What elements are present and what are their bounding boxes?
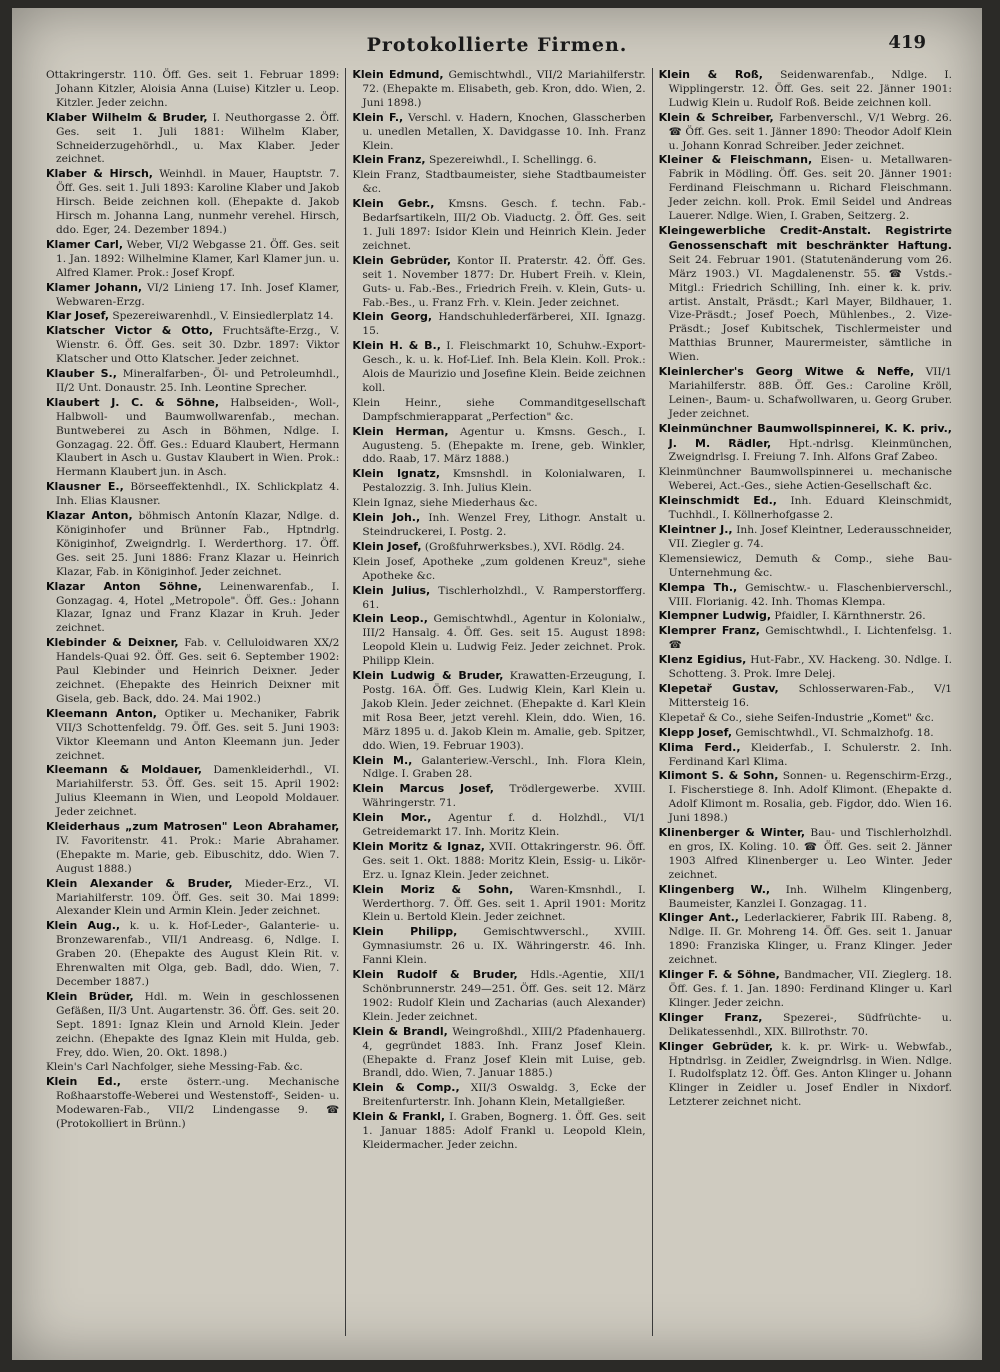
firm-details: Galanteriew.-Verschl., Inh. Flora Klein, Ndlge. I. Graben 28. xyxy=(362,754,646,781)
firm-details: Mineralfarben-, Öl- und Petroleumhdl., II/2 Unt. Donaustr. 25. Inh. Leontine Sprecher. xyxy=(56,368,340,394)
firm-name: Klar Josef, xyxy=(46,309,109,323)
firm-details: I. Neuthorgasse 2. Öff. Ges. seit 1. Juli 1881: Wilhelm Klaber, Schneiderzugehörhdl., u. Max Klaber. Jeder zeichnet. xyxy=(56,111,340,166)
firm-entry xyxy=(352,396,645,425)
firm-name: Klepetař Gustav, xyxy=(658,681,779,695)
firm-entry xyxy=(46,707,339,764)
firm-name: Klein M., xyxy=(352,753,413,767)
firm-entry xyxy=(659,1011,952,1040)
firm-name: Klein Julius, xyxy=(352,583,431,597)
firm-entry xyxy=(46,68,339,111)
firm-name: Klein Leop., xyxy=(352,612,428,626)
firm-details: Spezerei-, Südfrüchte- u. Delikatessenhdl., XIX. Billrothstr. 70. xyxy=(668,1011,952,1038)
column-3 xyxy=(652,68,958,1336)
firm-details: Gemischtw.- u. Flaschenbierverschl., VIII. Florianig. 42. Inh. Thomas Klempa. xyxy=(668,581,952,608)
firm-details: Kmsns. Gesch. f. techn. Fab.-Bedarfsartikeln, III/2 Ob. Viaductg. 2. Öff. Ges. seit 1. Juli 1897: Isidor Klein und Heinrich Klein. Jeder zeichnet. xyxy=(362,198,646,252)
firm-name: Kleiner & Fleischmann, xyxy=(658,153,813,167)
firm-details: Klein Josef, Apotheke „zum goldenen Kreuz", siehe Apotheke &c. xyxy=(352,555,646,582)
firm-name: Klein Marcus Josef, xyxy=(352,782,494,796)
firm-entry xyxy=(659,624,952,653)
firm-entry xyxy=(659,224,952,365)
firm-entry xyxy=(352,496,645,511)
firm-entry xyxy=(352,197,645,254)
firm-entry xyxy=(352,168,645,197)
firm-name: Kleingewerbliche Credit-Anstalt. Registrirte Genossenschaft mit beschränkter Haftung. xyxy=(658,223,952,252)
firm-details: XVII. Ottakringerstr. 96. Öff. Ges. seit 1. Okt. 1888: Moritz Klein, Essig- u. Likör-Erz. u. Ignaz Klein. Jeder zeichnet. xyxy=(362,840,646,881)
firm-details: Gemischtwhdl., Agentur in Kolonialw., III/2 Hansalg. 4. Öff. Ges. seit 15. August 1898: Leopold Klein u. Ludwig Feiz. Jeder zeichnet. Prok. Philipp Klein. xyxy=(362,613,646,668)
firm-name: Klein Ed., xyxy=(46,1075,121,1089)
firm-details: Hut-Fabr., XV. Hackeng. 30. Ndlge. I. Schotteng. 3. Prok. Imre Delej. xyxy=(668,654,952,681)
firm-entry xyxy=(659,422,952,466)
firm-entry xyxy=(659,826,952,883)
firm-name: Klaber & Hirsch, xyxy=(46,167,153,181)
firm-name: Klein Brüder, xyxy=(46,989,134,1003)
firm-entry xyxy=(659,153,952,224)
firm-entry xyxy=(352,339,645,396)
firm-details: Inh. Josef Kleintner, Lederausschneider, VII. Ziegler g. 74. xyxy=(668,524,952,550)
firm-details: XII/3 Oswaldg. 3, Ecke der Breitenfurterstr. Inh. Johann Klein, Metallgießer. xyxy=(362,1082,646,1109)
firm-name: Klaubert J. C. & Söhne, xyxy=(46,395,220,409)
firm-entry xyxy=(352,669,645,753)
firm-entry xyxy=(659,769,952,826)
firm-entry xyxy=(352,511,645,540)
firm-details: Klemensiewicz, Demuth & Comp., siehe Bau-Unternehmung &c. xyxy=(658,552,952,579)
directory-page xyxy=(12,8,982,1360)
firm-details: Halbseiden-, Woll-, Halbwoll- und Baumwollwarenfab., mechan. Buntweberei zu Asch in Böhmen, Ndlge. I. Gonzagag. 22. Öff. Ges.: Eduard Klaubert, Hermann Klaubert in Asch u. Gustav Klaubert in Wien. Prok.: Hermann Klaubert jun. in Asch. xyxy=(56,396,340,479)
firm-entry xyxy=(659,1040,952,1111)
firm-name: Klein F., xyxy=(352,110,404,124)
firm-name: Klein & Comp., xyxy=(352,1081,460,1095)
columns xyxy=(40,68,958,1336)
firm-details: Kleinmünchner Baumwollspinnerei u. mechanische Weberei, Act.-Ges., siehe Actien-Gesellschaft &c. xyxy=(658,466,952,493)
firm-entry xyxy=(659,911,952,968)
firm-details: IV. Favoritenstr. 41. Prok.: Marie Abrahamer. (Ehepakte m. Marie, geb. Eibuschitz, ddo. Wien 7. August 1888.) xyxy=(56,834,340,875)
firm-name: Klebinder & Deixner, xyxy=(46,636,179,650)
firm-name: Kleemann & Moldauer, xyxy=(46,763,202,777)
firm-entry xyxy=(352,968,645,1025)
firm-details: Gemischtwverschl., XVIII. Gymnasiumstr. 26 u. IX. Währingerstr. 46. Inh. Fanni Klein. xyxy=(362,926,646,967)
firm-entry xyxy=(352,1110,645,1153)
firm-entry xyxy=(352,425,645,468)
firm-details: Spezereiwhdl., I. Schellingg. 6. xyxy=(425,154,597,167)
firm-name: Klazar Anton, xyxy=(46,509,133,523)
firm-details: Kmsnshdl. in Kolonialwaren, I. Pestalozzig. 3. Inh. Julius Klein. xyxy=(362,468,646,495)
firm-entry xyxy=(352,1025,645,1082)
firm-details: Gemischtwhdl., VI. Schmalzhofg. 18. xyxy=(732,726,934,739)
firm-name: Klein Ludwig & Bruder, xyxy=(352,669,504,683)
firm-entry xyxy=(659,111,952,154)
firm-name: Klein Joh., xyxy=(352,511,421,525)
firm-details: Gemischtwhdl., VII/2 Mariahilferstr. 72. (Ehepakte m. Elisabeth, geb. Kron, ddo. Wien, 2. Juni 1898.) xyxy=(362,69,646,109)
firm-name: Klinenberger & Winter, xyxy=(658,826,806,840)
firm-details: Farbenverschl., V/1 Webrg. 26. ☎ Öff. Ges. seit 1. Jänner 1890: Theodor Adolf Klein u. Johann Konrad Schreiber. Jeder zeichnet. xyxy=(668,111,952,152)
firm-details: Fruchtsäfte-Erzg., V. Wienstr. 6. Öff. Ges. seit 30. Dzbr. 1897: Viktor Klatscher und Otto Klatscher. Jeder zeichnet. xyxy=(56,325,340,366)
firm-name: Klima Ferd., xyxy=(658,740,741,754)
firm-name: Klingenberg W., xyxy=(658,882,771,896)
firm-details: Waren-Kmsnhdl., I. Werderthorg. 7. Öff. Ges. seit 1. April 1901: Moritz Klein u. Bertold Klein. Jeder zeichnet. xyxy=(362,883,646,924)
firm-entry xyxy=(46,324,339,367)
firm-entry xyxy=(46,509,339,580)
firm-name: Klein Edmund, xyxy=(352,68,444,81)
firm-name: Klinger Franz, xyxy=(658,1010,763,1024)
firm-entry xyxy=(46,1060,339,1075)
firm-entry xyxy=(352,153,645,168)
firm-details: Klein's Carl Nachfolger, siehe Messing-Fab. &c. xyxy=(46,1061,303,1074)
firm-details: Börseeffektenhdl., IX. Schlickplatz 4. Inh. Elias Klausner. xyxy=(56,481,340,508)
firm-name: Klein & Frankl, xyxy=(352,1110,446,1124)
firm-name: Kleiderhaus „zum Matrosen" Leon Abrahamer, xyxy=(46,820,340,834)
firm-details: Handschuhlederfärberei, XII. Ignazg. 15. xyxy=(362,311,646,338)
column-2 xyxy=(345,68,651,1336)
firm-details: Spezereiwarenhdl., V. Einsiedlerplatz 14. xyxy=(109,310,334,323)
firm-name: Klein & Schreiber, xyxy=(658,110,774,124)
firm-entry xyxy=(46,367,339,396)
firm-entry xyxy=(659,523,952,552)
firm-entry xyxy=(352,310,645,339)
firm-details: Eisen- u. Metallwaren-Fabrik in Mödling. Öff. Ges. seit 20. Jänner 1901: Ferdinand Fleischmann u. Richard Fleischmann. Jeder zeichn. koll. Prok. Emil Seidel und Andreas Lauerer. Ndlge. Wien, I. Graben, Seitzerg. 2. xyxy=(668,154,952,223)
firm-entry xyxy=(352,467,645,496)
firm-details: Ottakringerstr. 110. Öff. Ges. seit 1. Februar 1899: Johann Kitzler, Aloisia Anna (Luise) Kitzler u. Leop. Kitzler. Jeder zeichn. xyxy=(46,69,340,109)
firm-entry xyxy=(659,711,952,726)
firm-entry xyxy=(352,1081,645,1110)
firm-details: Weingroßhdl., XIII/2 Pfadenhauerg. 4, gegründet 1883. Inh. Franz Josef Klein. (Ehepakte d. Franz Josef Klein mit Luise, geb. Brandl, ddo. Wien, 7. Januar 1885.) xyxy=(362,1025,646,1080)
firm-details: Krawatten-Erzeugung, I. Postg. 16A. Öff. Ges. Ludwig Klein, Karl Klein u. Jakob Klein. Jeder zeichnet. (Ehepakte d. Karl Klein mit Rosa Beer, jetzt verehl. Klein, ddo. Wien, 16. März 1895 u. d. Jakob Klein m. Amalie, geb. Spitzer, ddo. Wien, 19. Februar 1903). xyxy=(362,670,646,752)
firm-name: Klazar Anton Söhne, xyxy=(46,579,202,593)
firm-name: Klimont S. & Sohn, xyxy=(658,769,779,783)
firm-details: Klein Ignaz, siehe Miederhaus &c. xyxy=(352,497,538,510)
firm-details: Bandmacher, VII. Zieglerg. 18. Öff. Ges. f. 1. Jan. 1890: Ferdinand Klinger u. Karl Klinger. Jeder zeichn. xyxy=(668,969,952,1009)
firm-details: VI/2 Linieng 17. Inh. Josef Klamer, Webwaren-Erzg. xyxy=(56,281,340,308)
firm-entry xyxy=(659,365,952,422)
firm-name: Klein Aug., xyxy=(46,919,121,933)
firm-name: Klein Franz, xyxy=(352,153,426,167)
firm-entry xyxy=(659,682,952,711)
firm-entry xyxy=(46,309,339,324)
firm-entry xyxy=(659,465,952,494)
firm-details: erste österr.-ung. Mechanische Roßhaarstoffe-Weberei und Westenstoff-, Seiden- u. Modewaren-Fab., VII/2 Lindengasse 9. ☎ (Protokolliert in Brünn.) xyxy=(56,1076,340,1131)
firm-details: Pfaidler, I. Kärnthnerstr. 26. xyxy=(771,610,926,623)
firm-details: Tischlerholzhdl., V. Ramperstorfferg. 61. xyxy=(362,584,646,611)
firm-entry xyxy=(352,811,645,840)
firm-entry xyxy=(352,540,645,555)
firm-entry xyxy=(46,990,339,1061)
firm-details: Seit 24. Februar 1901. (Statutenänderung vom 26. März 1903.) VI. Magdalenenstr. 55. ☎ Vstds.-Mitgl.: Friedrich Schilling, Inh. einer k. k. priv. artist. Anstalt, Präsdt.; Karl Mayer, Bildhauer, 1. Vize-Präsdt.; Josef Poech, Mühlenbes., 2. Vize-Präsdt.; Josef Kubitschek, Tischlermeister und Matthias Brunner, Maurermeister, sämtliche in Wien. xyxy=(668,253,952,364)
firm-name: Klamer Johann, xyxy=(46,280,143,294)
firm-entry xyxy=(46,480,339,509)
firm-name: Klausner E., xyxy=(46,480,124,494)
firm-entry xyxy=(352,111,645,154)
firm-details: Hdl. m. Wein in geschlossenen Gefäßen, II/3 Unt. Augartenstr. 36. Öff. Ges. seit 20. Sept. 1891: Ignaz Klein und Arnold Klein. Jeder zeichn. (Ehepakte des Ignaz Klein mit Hulda, geb. Frey, ddo. Wien, 20. Okt. 1898.) xyxy=(56,990,340,1059)
firm-name: Klein Alexander & Bruder, xyxy=(46,876,233,890)
firm-entry xyxy=(352,612,645,669)
firm-details: Klein Franz, Stadtbaumeister, siehe Stadtbaumeister &c. xyxy=(352,169,646,196)
firm-entry xyxy=(46,763,339,820)
firm-entry xyxy=(46,281,339,310)
firm-details: Trödlergewerbe. XVIII. Währingerstr. 71. xyxy=(362,783,646,810)
firm-name: Klein Moritz & Ignaz, xyxy=(352,839,485,853)
firm-details: Klein Heinr., siehe Commanditgesellschaft Dampfschmierapparat „Perfection" &c. xyxy=(352,396,646,423)
firm-name: Klinger Ant., xyxy=(658,911,739,925)
firm-details: Optiker u. Mechaniker, Fabrik VII/3 Schottenfeldg. 79. Öff. Ges. seit 5. Juni 1903: Viktor Kleemann und Anton Kleemann jun. Jeder zeichnet. xyxy=(56,707,340,762)
firm-name: Klein Philipp, xyxy=(352,925,458,939)
firm-details: Sonnen- u. Regenschirm-Erzg., I. Fischerstiege 8. Inh. Adolf Klimont. (Ehepakte d. Adolf Klimont m. Rosalia, geb. Figdor, ddo. Wien 16. Juni 1898.) xyxy=(668,770,952,825)
firm-entry xyxy=(46,919,339,990)
firm-entry xyxy=(659,741,952,770)
firm-name: Klenz Egidius, xyxy=(658,653,747,667)
firm-entry xyxy=(46,636,339,707)
firm-entry xyxy=(659,883,952,912)
firm-entry xyxy=(46,580,339,637)
firm-name: Kleinlercher's Georg Witwe & Neffe, xyxy=(658,365,915,379)
firm-entry xyxy=(659,581,952,610)
firm-entry xyxy=(46,111,339,168)
firm-entry xyxy=(46,238,339,281)
firm-name: Klein Herman, xyxy=(352,424,449,438)
page-number: 419 xyxy=(888,32,926,53)
firm-details: I. Graben, Bognerg. 1. Öff. Ges. seit 1. Januar 1885: Adolf Frankl u. Leopold Klein, Kleidermacher. Jeder zeichn. xyxy=(362,1111,646,1151)
firm-entry xyxy=(46,820,339,877)
running-head: Protokollierte Firmen. xyxy=(366,34,628,56)
firm-entry xyxy=(352,925,645,968)
firm-name: Klein & Roß, xyxy=(658,68,763,81)
firm-name: Klein Rudolf & Bruder, xyxy=(352,968,518,982)
firm-details: Weber, VI/2 Webgasse 21. Öff. Ges. seit 1. Jan. 1892: Wilhelmine Klamer, Karl Klamer jun. u. Alfred Klamer. Prok.: Josef Kropf. xyxy=(56,238,340,279)
firm-entry xyxy=(46,877,339,920)
firm-name: Kleinmünchner Baumwollspinnerei, K. K. priv., J. M. Rädler, xyxy=(658,421,952,450)
firm-details: Agentur u. Kmsns. Gesch., I. Augusteng. 5. (Ehepakte m. Irene, geb. Winkler, ddo. Raab, 17. März 1888.) xyxy=(362,425,646,466)
firm-details: Weinhdl. in Mauer, Hauptstr. 7. Öff. Ges. seit 1. Juli 1893: Karoline Klaber und Jakob Hirsch. Beide zeichnen koll. (Ehepakte d. Jakob Hirsch m. Johanna Lang, nunmehr verehel. Hirsch, ddo. Eger, 24. Dezember 1894.) xyxy=(56,168,340,236)
firm-entry xyxy=(352,782,645,811)
firm-details: Kleiderfab., I. Schulerstr. 2. Inh. Ferdinand Karl Klima. xyxy=(668,741,952,768)
firm-name: Klein Gebr., xyxy=(352,197,435,211)
firm-entry xyxy=(46,1075,339,1132)
firm-name: Klein Moriz & Sohn, xyxy=(352,882,514,896)
firm-details: Lederlackierer, Fabrik III. Rabeng. 8, Ndlge. II. Gr. Mohreng 14. Öff. Ges. seit 1. Januar 1890: Franziska Klinger, u. Franz Klinger. Jeder zeichnet. xyxy=(668,912,952,967)
firm-entry xyxy=(659,494,952,523)
firm-name: Klein Georg, xyxy=(352,310,433,324)
firm-details: k. u. k. Hof-Leder-, Galanterie- u. Bronzewarenfab., VII/1 Andreasg. 6, Ndlge. I. Graben 20. (Ehepakte des August Klein Rit. v. Ehrenwalten mit Olga, geb. Badl, ddo. Wien, 7. December 1887.) xyxy=(56,920,340,988)
firm-name: Klauber S., xyxy=(46,367,117,381)
firm-name: Klemprer Franz, xyxy=(658,624,760,638)
firm-entry xyxy=(352,883,645,926)
firm-details: Seidenwarenfab., Ndlge. I. Wipplingerstr. 12. Öff. Ges. seit 22. Jänner 1901: Ludwig Klein u. Rudolf Roß. Beide zeichnen koll. xyxy=(668,69,952,109)
firm-details: Verschl. v. Hadern, Knochen, Glasscherben u. unedlen Metallen, X. Davidgasse 10. Inh. Franz Klein. xyxy=(362,111,646,152)
firm-details: VII/1 Mariahilferstr. 88B. Öff. Ges.: Caroline Kröll, Leinen-, Baum- u. Schafwollwaren, u. Georg Gruber. Jeder zeichnet. xyxy=(668,366,952,420)
firm-entry xyxy=(659,609,952,624)
column-1 xyxy=(40,68,345,1336)
firm-details: Damenkleiderhdl., VI. Mariahilferstr. 53. Öff. Ges. seit 15. April 1902: Julius Kleemann in Wien, und Leopold Moldauer. Jeder zeichnet. xyxy=(56,764,340,819)
firm-entry xyxy=(659,68,952,111)
firm-name: Klein & Brandl, xyxy=(352,1024,448,1038)
firm-details: Kontor II. Praterstr. 42. Öff. Ges. seit 1. November 1877: Dr. Hubert Freih. v. Klein, Guts- u. Fab.-Bes., Friedrich Freih. v. Klein, Guts- u. Fab.-Bes., u. Franz Frh. v. Klein. Jeder zeichnet. xyxy=(362,254,646,309)
firm-name: Klempner Ludwig, xyxy=(658,609,771,623)
firm-name: Klinger F. & Söhne, xyxy=(658,968,780,982)
firm-entry xyxy=(659,653,952,682)
firm-name: Klein Gebrüder, xyxy=(352,253,452,267)
firm-details: Klepetař & Co., siehe Seifen-Industrie „Komet" &c. xyxy=(658,711,934,724)
firm-name: Kleinschmidt Ed., xyxy=(658,494,777,508)
firm-entry xyxy=(352,584,645,613)
firm-details: Leinenwarenfab., I. Gonzagag. 4, Hotel „Metropole". Öff. Ges.: Johann Klazar, Ignaz und Franz Klazar in Kruh. Jeder zeichnet. xyxy=(56,580,340,635)
firm-details: Inh. Wenzel Frey, Lithogr. Anstalt u. Steindruckerei, I. Postg. 2. xyxy=(362,512,646,538)
firm-name: Klein Mor., xyxy=(352,811,432,825)
firm-name: Klepp Josef, xyxy=(658,725,733,739)
firm-entry xyxy=(352,555,645,584)
firm-details: Fab. v. Celluloidwaren XX/2 Handels-Quai 92. Öff. Ges. seit 6. September 1902: Paul Klebinder und Heinrich Deixner. Jeder zeichnet. (Ehepakte des Heinrich Deixner mit Gisela, geb. Back, ddo. 24. Mai 1902.) xyxy=(56,637,340,705)
firm-name: Kleemann Anton, xyxy=(46,706,157,720)
firm-entry xyxy=(659,552,952,581)
firm-name: Klempa Th., xyxy=(658,580,738,594)
firm-details: Hpt.-ndrlsg. Kleinmünchen, Zweigndrlsg. I. Freiung 7. Inh. Alfons Graf Zabeo. xyxy=(668,437,952,464)
firm-name: Klein H. & B., xyxy=(352,339,441,353)
firm-name: Kleintner J., xyxy=(658,523,733,536)
firm-name: Klein Josef, xyxy=(352,539,422,553)
firm-name: Klaber Wilhelm & Bruder, xyxy=(46,110,208,124)
firm-details: Inh. Eduard Kleinschmidt, Tuchhdl., I. Köllnerhofgasse 2. xyxy=(668,495,952,522)
firm-details: Inh. Wilhelm Klingenberg, Baumeister, Kanzlei I. Gonzagag. 11. xyxy=(668,883,952,910)
firm-details: Schlosserwaren-Fab., V/1 Mittersteig 16. xyxy=(668,682,952,709)
firm-entry xyxy=(352,254,645,311)
firm-entry xyxy=(352,754,645,783)
firm-entry xyxy=(659,726,952,741)
firm-details: Mieder-Erz., VI. Mariahilferstr. 109. Öff. Ges. seit 30. Mai 1899: Alexander Klein und Armin Klein. Jeder zeichnet. xyxy=(56,877,340,918)
firm-name: Klein Ignatz, xyxy=(352,467,441,481)
firm-details: Gemischtwhdl., I. Lichtenfelsg. 1. ☎ xyxy=(668,625,952,652)
firm-entry xyxy=(352,840,645,883)
firm-details: Hdls.-Agentie, XII/1 Schönbrunnerstr. 249—251. Öff. Ges. seit 12. März 1902: Rudolf Klein und Zacharias (auch Alexander) Klein. Jeder zeichnet. xyxy=(362,969,646,1023)
firm-entry xyxy=(659,968,952,1011)
firm-entry xyxy=(352,68,645,111)
firm-details: Bau- und Tischlerholzhdl. en gros, IX. Koling. 10. ☎ Öff. Ges. seit 2. Jänner 1903 Alfred Klinenberger u. Leo Winter. Jeder zeichnet. xyxy=(668,827,952,881)
firm-details: Agentur f. d. Holzhdl., VI/1 Getreidemarkt 17. Inh. Moritz Klein. xyxy=(362,812,646,839)
firm-details: (Großfuhrwerksbes.), XVI. Rödlg. 24. xyxy=(421,540,625,553)
firm-name: Klinger Gebrüder, xyxy=(658,1039,774,1053)
firm-entry xyxy=(46,396,339,480)
firm-details: I. Fleischmarkt 10, Schuhw.-Export-Gesch., k. u. k. Hof-Lief. Inh. Bela Klein. Koll. Prok.: Alois de Maurizio und Josefine Klein. Beide zeichnen koll. xyxy=(362,340,646,394)
firm-name: Klamer Carl, xyxy=(46,237,124,251)
firm-details: k. k. pr. Wirk- u. Webwfab., Hptndrlsg. in Zeidler, Zweigndrlsg. in Wien. Ndlge. I. Rudolfsplatz 12. Öff. Ges. Anton Klinger u. Johann Klinger in Zeidler u. Josef Endler in Nixdorf. Letzterer zeichnet nicht. xyxy=(668,1040,952,1109)
firm-details: böhmisch Antonín Klazar, Ndlge. d. Königinhofer und Brünner Fab., Hptndrlg. Königinhof, Zweigndrlg. I. Werderthorg. 17. Öff. Ges. seit 25. Juni 1886: Franz Klazar u. Heinrich Klazar, Fab. in Königinhof. Jeder zeichnet. xyxy=(56,510,340,578)
firm-name: Klatscher Victor & Otto, xyxy=(46,324,214,338)
firm-entry xyxy=(46,167,339,238)
